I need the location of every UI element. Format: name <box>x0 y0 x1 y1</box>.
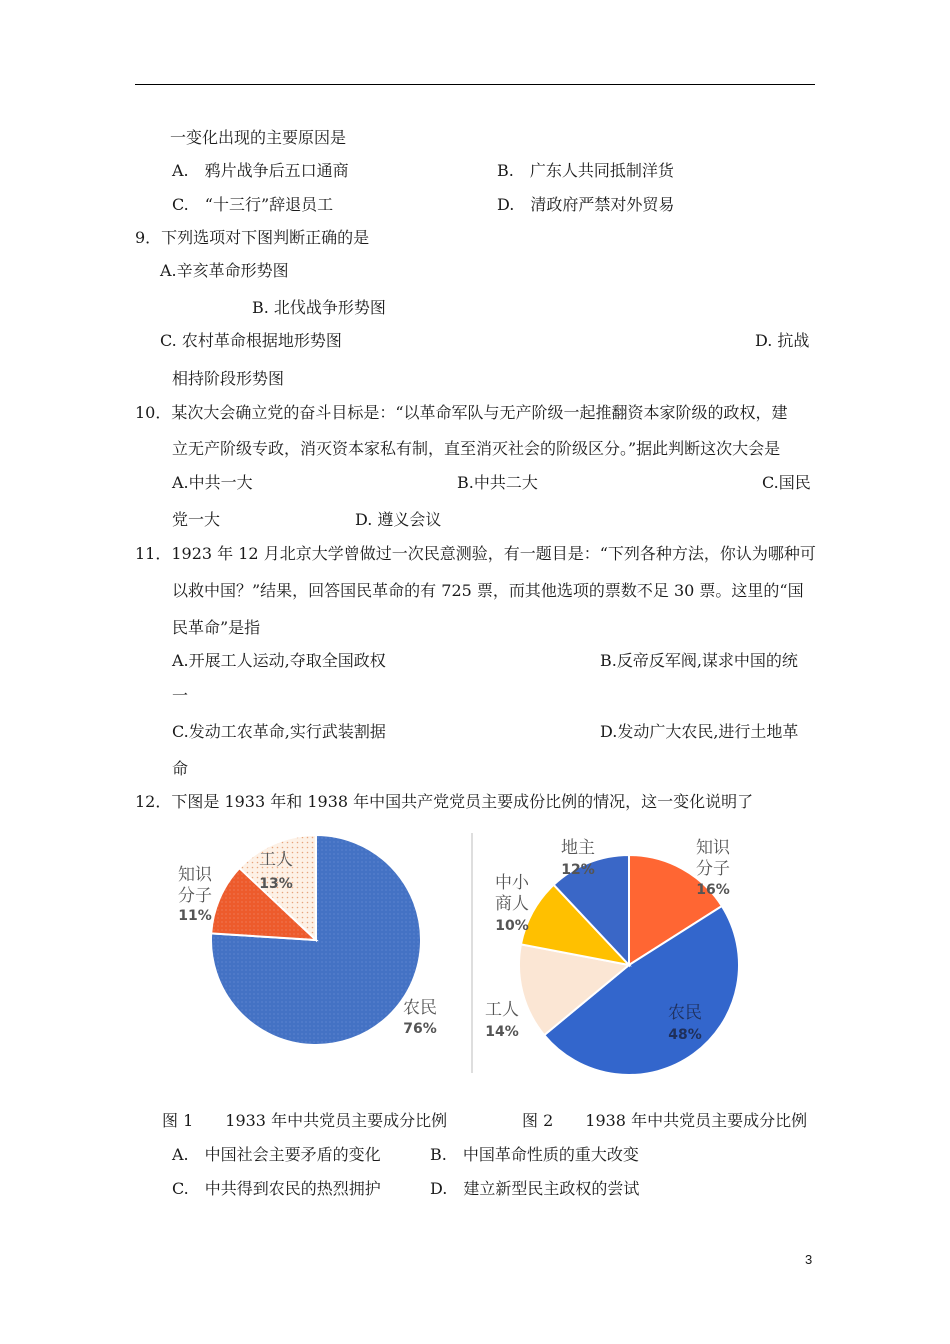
q11-stem-line3: 民革命”是指 <box>172 618 261 637</box>
chart2-label-2: 工人 <box>485 1000 519 1020</box>
q9-option-c: C. 农村革命根据地形势图 <box>160 331 342 350</box>
q8-option-b: B. 广东人共同抵制洋货 <box>497 161 674 180</box>
q11-option-b-end: 一 <box>172 686 189 705</box>
q9-option-d-start: D. 抗战 <box>755 331 810 350</box>
q8-option-d: D. 清政府严禁对外贸易 <box>497 195 675 214</box>
q10-option-a: A.中共一大 <box>172 473 253 492</box>
chart1-percent-0: 76% <box>403 1021 437 1037</box>
q12-stem: 12．下图是 1933 年和 1938 年中国共产党党员主要成份比例的情况，这一变化说明了 <box>135 792 754 811</box>
q9-option-a: A.辛亥革命形势图 <box>160 261 289 280</box>
chart1-label-1-line2: 分子 <box>178 886 212 906</box>
q10-option-b: B.中共二大 <box>457 473 538 492</box>
chart1-label-1-line1: 知识 <box>178 865 212 885</box>
chart2-percent-3: 10% <box>495 918 529 934</box>
q11-option-a: A.开展工人运动,夺取全国政权 <box>172 651 386 670</box>
q11-option-d-start: D.发动广大农民,进行土地革 <box>600 722 799 741</box>
chart1-label-2: 工人 <box>259 850 293 870</box>
q12-option-d: D. 建立新型民主政权的尝试 <box>430 1179 640 1198</box>
chart2-label-0-line1: 知识 <box>696 838 730 858</box>
q11-option-b-start: B.反帝反军阀,谋求中国的统 <box>600 651 798 670</box>
q12-option-a: A. 中国社会主要矛盾的变化 <box>172 1145 381 1164</box>
chart2-percent-2: 14% <box>485 1024 519 1040</box>
chart2-percent-1: 48% <box>668 1027 702 1043</box>
q9-stem: 9．下列选项对下图判断正确的是 <box>135 228 370 247</box>
q8-option-a: A. 鸦片战争后五口通商 <box>172 161 349 180</box>
q11-stem-line2: 以救中国？”结果，回答国民革命的有 725 票，而其他选项的票数不足 30 票。这里的“国 <box>172 581 804 600</box>
q11-stem-line1: 11．1923 年 12 月北京大学曾做过一次民意测验，有一题目是：“下列各种方法，你认为哪种可 <box>135 544 816 563</box>
q8-stem-continuation: 一变化出现的主要原因是 <box>170 128 347 147</box>
chart1-label-0: 农民 <box>403 998 437 1018</box>
q10-stem-line2: 立无产阶级专政，消灭资本家私有制，直至消灭社会的阶级区分。”据此判断这次大会是 <box>172 439 781 458</box>
figure-1-caption: 图 1 1933 年中共党员主要成分比例 <box>162 1111 448 1130</box>
q10-option-c-start: C.国民 <box>762 473 811 492</box>
q10-option-d: D. 遵义会议 <box>355 510 442 529</box>
q8-option-c: C. “十三行”辞退员工 <box>172 195 334 214</box>
chart2-label-3-line2: 商人 <box>495 894 529 914</box>
q9-option-d-end: 相持阶段形势图 <box>172 369 285 388</box>
q10-stem-line1: 10．某次大会确立党的奋斗目标是：“以革命军队与无产阶级一起推翻资本家阶级的政权，建 <box>135 403 788 422</box>
chart2-label-1: 农民 <box>668 1003 702 1023</box>
chart2-percent-4: 12% <box>561 862 595 878</box>
q11-option-d-end: 命 <box>172 759 189 778</box>
q12-option-c: C. 中共得到农民的热烈拥护 <box>172 1179 381 1198</box>
chart2-label-4: 地主 <box>561 838 595 858</box>
page-number: 3 <box>805 1252 813 1267</box>
q10-option-c-end: 党一大 <box>172 510 221 529</box>
q9-option-b: B. 北伐战争形势图 <box>252 298 386 317</box>
q11-option-c: C.发动工农革命,实行武装割据 <box>172 722 386 741</box>
chart2-label-0-line2: 分子 <box>696 859 730 879</box>
chart2-percent-0: 16% <box>696 882 730 898</box>
chart1-percent-2: 13% <box>259 876 293 892</box>
q12-option-b: B. 中国革命性质的重大改变 <box>430 1145 639 1164</box>
figure-2-caption: 图 2 1938 年中共党员主要成分比例 <box>522 1111 808 1130</box>
chart1-percent-1: 11% <box>178 908 212 924</box>
chart2-label-3-line1: 中小 <box>495 873 529 893</box>
